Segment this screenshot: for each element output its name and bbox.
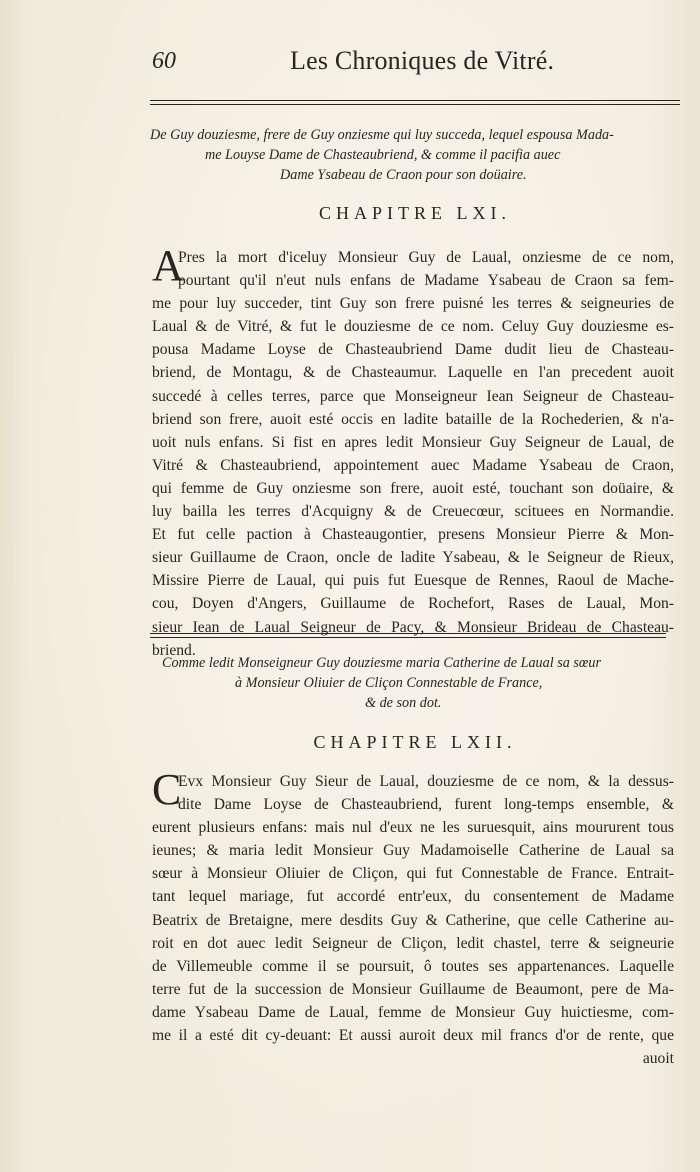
body-line: eurent plusieurs enfans: mais nul d'eux ne les suruesquit, ains moururent tous (152, 819, 674, 837)
chapter-62-body (152, 765, 674, 1070)
body-line: luy bailla les terres d'Acquigny & de Creuecœur, scituees en Normandie. (152, 503, 674, 521)
body-line: uoit nuls enfans. Si fist en apres ledit Monsieur Guy Seigneur de Laual, de (152, 433, 674, 451)
body-line: me pour luy succeder, tint Guy son frere puisné les terres & seigneuries de (152, 295, 674, 313)
body-line: terre fut de la succession de Monsieur Guillaume de Beaumont, pere de Ma- (152, 980, 674, 998)
chapter-61-heading: CHAPITRE LXI. (319, 203, 511, 223)
chapter-62-summary (150, 653, 680, 713)
body-line: sœur à Monsieur Oliuier de Cliçon, qui fut Connestable de France. Entrait- (152, 865, 674, 883)
summary-line: Comme ledit Monseigneur Guy douziesme maria Catherine de Laual sa sœur (162, 655, 601, 671)
body-line: Missire Pierre de Laual, qui puis fut Euesque de Rennes, Raoul de Mache- (152, 572, 674, 590)
body-line: ieunes; & maria ledit Monsieur Guy Madamoiselle Catherine de Laual sa (152, 842, 674, 860)
body-line: briend, de Montagu, & de Chasteaumur. Laquelle en l'an precedent auoit (152, 364, 674, 382)
body-line: dite Dame Loyse de Chasteaubriend, furent long-temps ensemble, & (178, 796, 674, 814)
page-header (150, 46, 670, 82)
body-line: briend. (152, 641, 196, 659)
summary-line: De Guy douziesme, frere de Guy onziesme qui luy succeda, lequel espousa Mada- (150, 127, 614, 143)
body-line: dame Ysabeau Dame de Laual, femme de Monsieur Guy huictiesme, com- (152, 1003, 674, 1021)
body-line: tant lequel mariage, fut accordé entr'eux, du consentement de Madame (152, 888, 674, 906)
body-line: sieur Guillaume de Craon, oncle de ladite Ysabeau, & le Seigneur de Rieux, (152, 549, 674, 567)
catchword: auoit (642, 1050, 674, 1068)
body-line: roit en dot auec ledit Seigneur de Cliçon, ledit chastel, terre & seigneurie (152, 934, 674, 952)
page-number: 60 (152, 48, 176, 74)
body-line: qui femme de Guy onziesme son frere, auoit esté, touchant son doüaire, & (152, 479, 674, 497)
summary-line: à Monsieur Oliuier de Cliçon Connestable de France, (235, 675, 543, 691)
drop-cap: A (152, 241, 184, 290)
body-line: Pres la mort d'iceluy Monsieur Guy de Laual, onziesme de ce nom, (178, 249, 674, 266)
body-line: pousa Madame Loyse de Chasteaubriend Dame dudit lieu de Chasteau- (152, 341, 674, 359)
body-line: de Villemeuble comme il se poursuit, ô toutes ses appartenances. Laquelle (152, 957, 674, 975)
running-title: Les Chroniques de Vitré. (290, 46, 555, 75)
body-line: Evx Monsieur Guy Sieur de Laual, douziesme de ce nom, & la dessus- (178, 773, 674, 790)
chapter-61-summary (150, 125, 680, 185)
header-rule (150, 100, 680, 105)
section-rule (150, 633, 666, 638)
body-line: Et fut celle paction à Chasteaugontier, presens Monsieur Pierre & Mon- (152, 526, 674, 544)
body-line: Laual & de Vitré, & fut le douziesme de ce nom. Celuy Guy douziesme es- (152, 318, 674, 336)
body-line: me il a esté dit cy-deuant: Et aussi auroit deux mil francs d'or de rente, que (152, 1027, 674, 1045)
body-line: cou, Doyen d'Angers, Guillaume de Rochefort, Rases de Laual, Mon- (152, 595, 674, 613)
body-line: sieur Iean de Laual Seigneur de Pacy, & Monsieur Brideau de Chasteau- (152, 618, 674, 636)
chapter-61-body (152, 241, 674, 662)
body-line: pourtant qu'il n'eut nuls enfans de Madame Ysabeau de Craon sa fem- (178, 272, 674, 290)
body-line: Beatrix de Bretaigne, mere desdits Guy & Catherine, que celle Catherine au- (152, 911, 674, 929)
drop-cap: C (152, 765, 182, 814)
body-line: briend son frere, auoit esté occis en ladite bataille de la Rochederien, & n'a- (152, 410, 674, 428)
body-line: Vitré & Chasteaubriend, appointement auec Madame Ysabeau de Craon, (152, 456, 674, 474)
summary-line: me Louyse Dame de Chasteaubriend, & comme il pacifia auec (205, 147, 561, 163)
summary-line: & de son dot. (365, 695, 442, 711)
summary-line: Dame Ysabeau de Craon pour son doüaire. (280, 167, 527, 183)
body-line: succedé à celles terres, parce que Monseigneur Iean Seigneur de Chasteau- (152, 387, 674, 405)
chapter-62-heading: CHAPITRE LXII. (313, 732, 517, 752)
